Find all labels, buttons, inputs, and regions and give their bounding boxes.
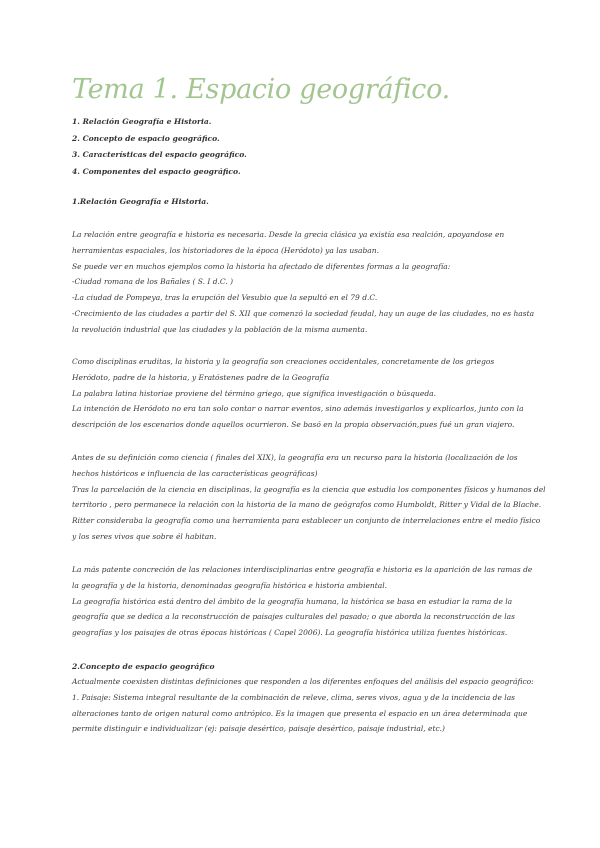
paragraph [72, 354, 522, 433]
text-line: herramientas espaciales, los historiadores de la época (Heródoto) ya las usaban. [72, 245, 379, 255]
text-line: hechos históricos e influencia de las características geográficas) [72, 468, 318, 478]
text-line: Antes de su definición como ciencia ( finales del XIX), la geografía era un recurso para la historia (localización de los [72, 453, 518, 462]
text-line: la revolución industrial que las ciudades y la población de la misma aumenta. [72, 324, 368, 334]
text-line: -Crecimiento de las ciudades a partir del S. XII que comenzó la sociedad feudal, hay un auge de las ciudades, no es hasta [72, 308, 535, 318]
text-line: -Ciudad romana de los Bañales ( S. I d.C. ) [72, 277, 234, 287]
section-heading: 2.Concepto de espacio geográfico [72, 662, 215, 671]
text-line: la geografía y de la historia, denominadas geografía histórica e historia ambiental. [72, 580, 388, 590]
text-line: La geografía histórica está dentro del ámbito de la geografía humana, la histórica se basa en estudiar la rama de la [72, 596, 513, 606]
text-line: Actualmente coexisten distintas definiciones que responden a los diferentes enfoques del análisis del espacio geográfico: [72, 677, 534, 686]
toc-item: 4. Componentes del espacio geográfico. [72, 167, 241, 177]
text-line: La intención de Heródoto no era tan solo contar o narrar eventos, sino además investigarlos y explicarlos, junto con la [72, 404, 524, 414]
section-heading: 1.Relación Geografía e Historia. [72, 197, 209, 206]
text-line: permite distinguir e individualizar (ej: paisaje desértico, paisaje desértico, paisaje industrial, etc.) [72, 724, 445, 734]
table-of-contents [72, 114, 247, 181]
toc-item: 2. Concepto de espacio geográfico. [72, 133, 220, 143]
text-line: Como disciplinas eruditas, la historia y la geografía son creaciones occidentales, concretamente de los griegos [72, 357, 495, 366]
text-line: Ritter consideraba la geografía como una herramienta para establecer un conjunto de interrelaciones entre el medio físico [72, 516, 541, 526]
text-line: La relación entre geografía e historia es necesaria. Desde la grecia clásica ya existía esa realción, apoyandose en [72, 230, 505, 239]
paragraph [72, 450, 546, 545]
text-line: territorio , pero permanece la relación con la historia de la mano de geógrafos como Humboldt, Ritter y Vidal de la Blache. [72, 500, 542, 510]
text-line: 1. Paisaje: Sistema integral resultante de la combinación de releve, clima, seres vivos, agua y de la incidencia de las [72, 692, 516, 702]
text-line: geografía que se dedica a la reconstrucción de paisajes culturales del pasado; o que aborda la reconstrucción de las [72, 612, 515, 622]
paragraph [72, 674, 534, 737]
text-line: descripción de los escenarios donde aquellos ocurrieron. Se basó en la propia observación,pues fué un gran viajero. [72, 420, 515, 430]
text-line: Heródoto, padre de la historia, y Eratóstenes padre de la Geografía [72, 372, 330, 382]
text-line: alteraciones tanto de origen natural como antrópico. Es la imagen que presenta el espacio en un área determinada que [72, 708, 528, 718]
text-line: geografías y los paisajes de otras épocas históricas ( Capel 2006). La geografía histórica utiliza fuentes históricas. [72, 628, 508, 638]
text-line: Se puede ver en muchos ejemplos como la historia ha afectado de diferentes formas a la geografía: [72, 261, 451, 271]
text-line: Tras la parcelación de la ciencia en disciplinas, la geografía es la ciencia que estudia los componentes físicos y humanos del [72, 484, 546, 494]
text-line: La palabra latina historiae proviene del término griego, que significa investigación o búsqueda. [72, 388, 436, 398]
text-line: -La ciudad de Pompeya, tras la erupción del Vesubio que la sepultó en el 79 d.C. [72, 293, 378, 303]
paragraph [72, 562, 533, 641]
text-line: La más patente concreción de las relaciones interdisciplinarias entre geografía e historia es la aparición de las ramas de [72, 565, 533, 574]
page-title: Tema 1. Espacio geográfico. [72, 74, 450, 105]
toc-item: 3. Características del espacio geográfico. [72, 150, 247, 160]
text-line: y los seres vivos que sobre él habitan. [72, 531, 217, 541]
paragraph [72, 227, 535, 338]
toc-item: 1. Relación Geografía e Historia. [72, 117, 212, 126]
